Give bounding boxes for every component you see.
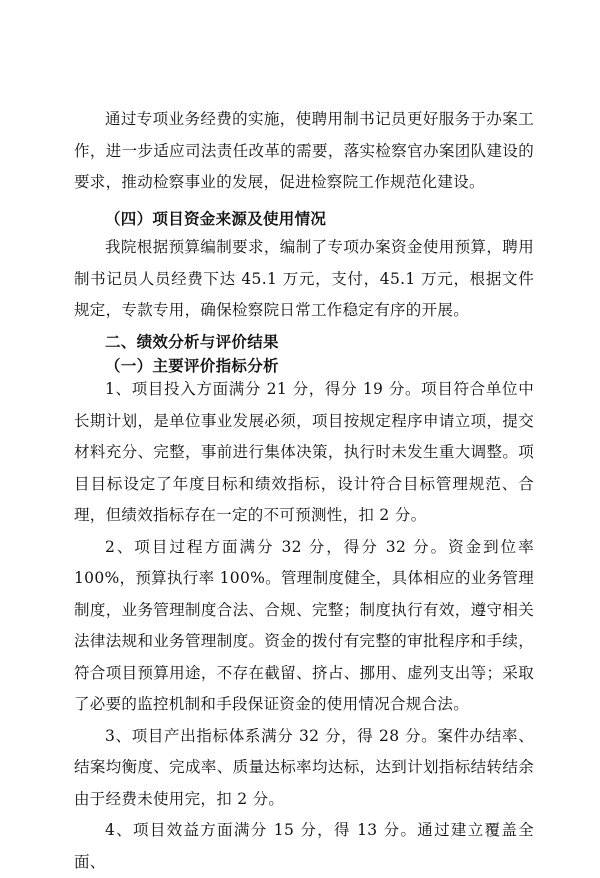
item-4-paragraph: 4、项目效益方面满分 15 分，得 13 分。通过建立覆盖全面、	[74, 821, 534, 871]
intro-paragraph: 通过专项业务经费的实施，使聘用制书记员更好服务于办案工作，进一步适应司法责任改革的需要，落实检察官办案团队建设的要求，推动检察事业的发展，促进检察院工作规范化建设。	[74, 110, 534, 191]
section2-heading: 二、绩效分析与评价结果	[105, 333, 279, 351]
section2-heading-block	[74, 330, 534, 354]
item-1-paragraph: 1、项目投入方面满分 21 分，得分 19 分。项目符合单位中长期计划，是单位事业发展必须，项目按规定程序申请立项，提交材料充分、完整，事前进行集体决策，执行时未发生重大调整。项目目标设定了年度目标和绩效指标，设计符合目标管理规范、合理，但绩效指标存在一定的不可预测性，扣 2 分。	[74, 380, 534, 524]
indicators-heading: （一）主要评价指标分析	[105, 357, 279, 375]
items-block	[74, 374, 534, 878]
item-3-paragraph: 3、项目产出指标体系满分 32 分，得 28 分。案件办结率、结案均衡度、完成率、质量达标率均达标，达到计划指标结转结余由于经费未使用完，扣 2 分。	[74, 726, 534, 808]
intro-paragraph-block	[74, 104, 534, 199]
funds-paragraph: 我院根据预算编制要求，编制了专项办案资金使用预算，聘用制书记员人员经费下达 45.1 万元，支付，45.1 万元，根据文件规定，专款专用，确保检察院日常工作稳定有序的开展。	[74, 238, 534, 319]
funds-paragraph-block	[74, 232, 534, 327]
funds-section-heading: （四）项目资金来源及使用情况	[105, 210, 327, 228]
funds-heading-block	[74, 207, 534, 231]
item-2-paragraph: 2、项目过程方面满分 32 分，得分 32 分。资金到位率 100%，预算执行率 100%。管理制度健全，具体相应的业务管理制度，业务管理制度合法、合规、完整；制度执行有效，遵守相关法律法规和业务管理制度。资金的拨付有完整的审批程序和手续，符合项目预算用途，不存在截留、挤占、挪用、虚列支出等；采取了必要的监控机制和手段保证资金的使用情况合规合法。	[74, 537, 534, 713]
